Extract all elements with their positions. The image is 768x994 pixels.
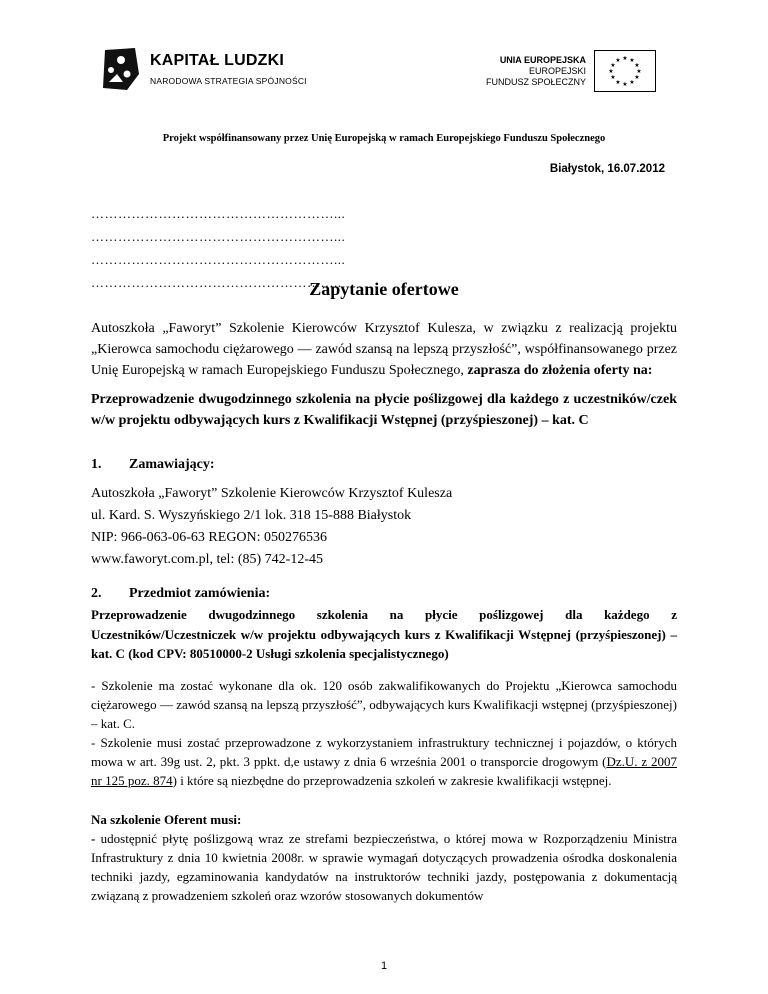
address-line-4: ……………………………………………….. xyxy=(91,275,342,290)
page-number: 1 xyxy=(380,960,388,972)
requirements-text: udostępnić płytę poślizgową wraz ze strefami bezpieczeństwa, o której mowa w Rozporządzeniu Ministra Infrastruktury z dnia 10 kwietnia 2008r. w sprawie wymagań dotyczących prowadzenia ośrodka doskonalenia techniki jazdy, egzaminowania kandydatów na instruktorów techniki jazdy, postępowania z dokumentacją związaną z prowadzeniem szkoleń oraz wzorów stosowanych dokumentów xyxy=(91,831,677,903)
kapital-ludzki-title: KAPITAŁ LUDZKI xyxy=(150,52,285,69)
svg-text:★: ★ xyxy=(629,57,635,64)
svg-text:★: ★ xyxy=(610,74,616,81)
intro-text: Autoszkoła „Faworyt” Szkolenie Kierowców Krzysztof Kulesza, w związku z realizacją projektu „Kierowca samochodu ciężarowego — zawód szansą na lepszą przyszłość”, współfinansowanego przez Unię Europejską w ramach Europejskiego Funduszu Społecznego, xyxy=(91,321,677,378)
order-paragraph-1: - Szkolenie ma zostać wykonane dla ok. 120 osób zakwalifikowanych do Projektu „Kierowca samochodu ciężarowego — zawód szansą na lepszą przyszłość”, odbywających kurs Kwalifikacji wstępnej (przyśpieszonej) – kat. C. xyxy=(91,678,677,731)
section-1-number: 1. xyxy=(91,457,102,472)
orderer-address: ul. Kard. S. Wyszyńskiego 2/1 lok. 318 15-888 Białystok xyxy=(91,508,412,523)
order-paragraph-2-start: - Szkolenie musi zostać przeprowadzone z wykorzystaniem infrastruktury technicznej i pojazdów, o których mowa w art. 39g ust. 2, pkt. 3 ppkt. d,e ustawy z dnia 6 września 2001 o transporcie drogowym ( xyxy=(91,735,677,769)
address-line-3: ………………………………………………... xyxy=(91,252,346,267)
svg-text:★: ★ xyxy=(615,57,621,64)
svg-text:★: ★ xyxy=(610,62,616,69)
eu-line-3: FUNDUSZ SPOŁECZNY xyxy=(485,77,586,87)
svg-text:★: ★ xyxy=(636,68,642,75)
intro-paragraph xyxy=(91,318,677,381)
svg-text:★: ★ xyxy=(615,79,621,86)
kapital-ludzki-logo xyxy=(97,44,147,94)
orderer-ids: NIP: 966-063-06-63 REGON: 050276536 xyxy=(91,530,328,545)
svg-text:★: ★ xyxy=(634,62,640,69)
address-line-2: ………………………………………………... xyxy=(91,229,346,244)
section-2-number: 2. xyxy=(91,586,102,601)
order-paragraph-2 xyxy=(91,733,677,790)
svg-text:★: ★ xyxy=(622,81,628,88)
requirements-dash: - xyxy=(91,831,101,846)
section-2-heading: Przedmiot zamówienia: xyxy=(129,586,271,601)
orderer-details xyxy=(91,483,452,571)
cofinancing-note: Projekt współfinansowany przez Unię Europejską w ramach Europejskiego Funduszu Społecznego xyxy=(162,133,606,144)
intro-invite: zaprasza do złożenia oferty na: xyxy=(467,363,653,378)
svg-text:★: ★ xyxy=(634,74,640,81)
requirements-heading: Na szkolenie Oferent musi: xyxy=(91,812,242,827)
requirements-paragraph xyxy=(91,829,677,905)
eu-line-1: UNIA EUROPEJSKA xyxy=(499,55,586,65)
order-subject-bold: Przeprowadzenie dwugodzinnego szkolenia na płycie poślizgowej dla każdego z Uczestników/Uczestniczek w/w projektu odbywających kurs z Kwalifikacji Wstępnej (przyśpieszonej) – kat. C (kod CPV: 80510000-2 Usługi szkolenia specjalistycznego) xyxy=(91,607,677,661)
orderer-contact: www.faworyt.com.pl, tel: (85) 742-12-45 xyxy=(91,552,323,567)
section-1-heading: Zamawiający: xyxy=(129,457,215,472)
eu-line-2: EUROPEJSKI xyxy=(528,66,586,76)
kapital-ludzki-subtitle: NARODOWA STRATEGIA SPÓJNOŚCI xyxy=(150,76,307,86)
svg-text:★: ★ xyxy=(608,68,614,75)
legal-reference-link[interactable]: Dz.U. z 2007 nr 125 poz. 874 xyxy=(91,754,677,788)
eu-flag-icon xyxy=(594,50,656,92)
subject-paragraph: Przeprowadzenie dwugodzinnego szkolenia na płycie poślizgowej dla każdego z uczestników/czek w/w projektu odbywających kurs z Kwalifikacji Wstępnej (przyśpieszonej) – kat. C xyxy=(91,392,677,428)
address-line-1: ………………………………………………... xyxy=(91,206,346,221)
svg-text:★: ★ xyxy=(622,55,628,62)
orderer-name: Autoszkoła „Faworyt” Szkolenie Kierowców Krzysztof Kulesza xyxy=(91,486,453,501)
order-paragraph-2-end: ) i które są niezbędne do przeprowadzenia szkoleń w zakresie kwalifikacji wstępnej. xyxy=(172,773,612,788)
eu-label xyxy=(486,55,586,88)
document-date: Białystok, 16.07.2012 xyxy=(549,163,665,175)
document-title: Zapytanie ofertowe xyxy=(309,279,459,299)
svg-text:★: ★ xyxy=(629,79,635,86)
